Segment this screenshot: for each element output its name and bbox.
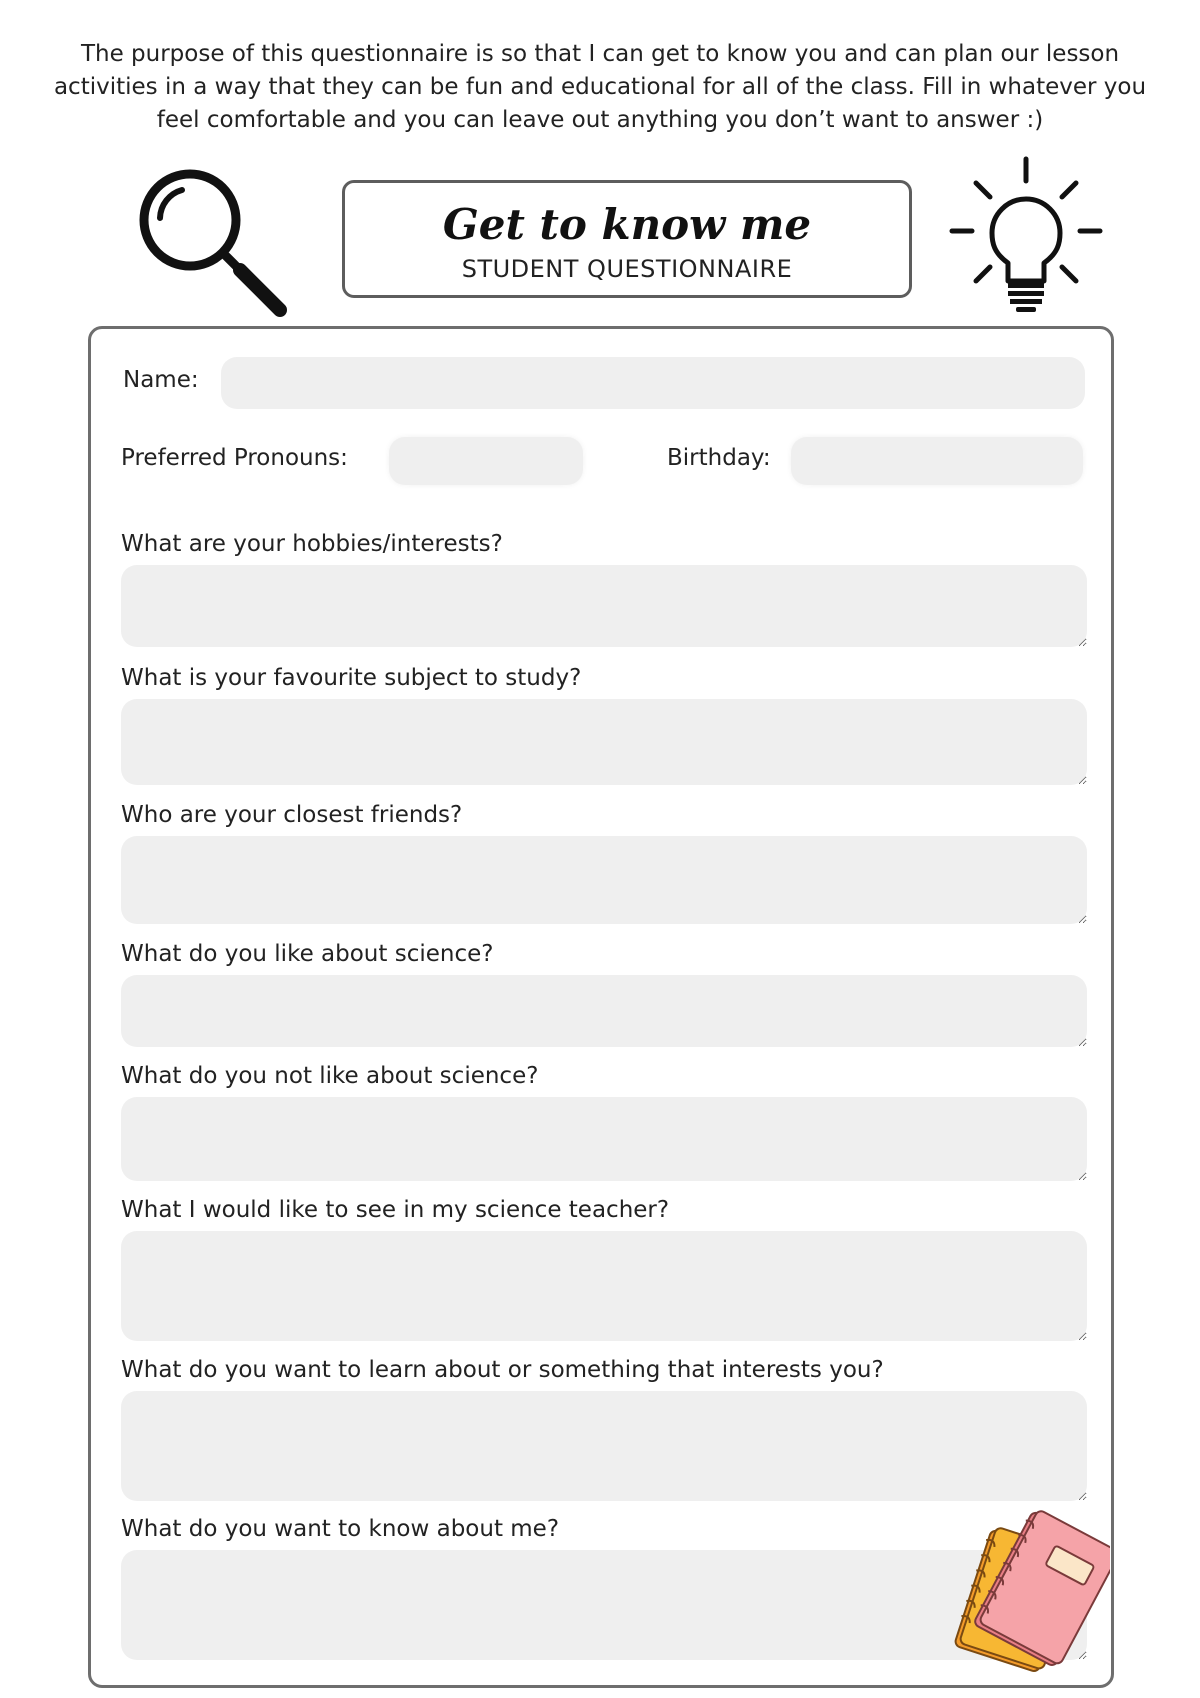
pronouns-field[interactable] <box>389 437 583 485</box>
question-label: Who are your closest friends? <box>121 802 463 828</box>
question-label: What is your favourite subject to study? <box>121 665 582 691</box>
answer-field[interactable] <box>121 1097 1087 1181</box>
page-title: Get to know me <box>442 200 812 249</box>
notebooks-icon <box>942 1508 1110 1684</box>
name-label: Name: <box>123 367 199 393</box>
question-label: What I would like to see in my science teacher? <box>121 1197 670 1223</box>
lightbulb-icon <box>948 155 1104 315</box>
title-box <box>342 180 912 298</box>
answer-field[interactable] <box>121 565 1087 647</box>
answer-field[interactable] <box>121 1391 1087 1501</box>
question-label: What do you like about science? <box>121 941 494 967</box>
answer-field[interactable] <box>121 1231 1087 1341</box>
name-field[interactable] <box>221 357 1085 409</box>
question-label: What do you not like about science? <box>121 1063 539 1089</box>
answer-field[interactable] <box>121 699 1087 785</box>
question-label: What are your hobbies/interests? <box>121 531 503 557</box>
question-label: What do you want to learn about or something that interests you? <box>121 1357 884 1383</box>
magnifying-glass-icon <box>130 160 300 320</box>
question-label: What do you want to know about me? <box>121 1516 560 1542</box>
intro-text: The purpose of this questionnaire is so that I can get to know you and can plan our lesson activities in a way that they can be fun and educational for all of the class. Fill in whatever you feel comfortable and you can leave out anything you don’t want to answer :) <box>53 41 1147 133</box>
birthday-field[interactable] <box>791 437 1083 485</box>
pronouns-label: Preferred Pronouns: <box>121 445 348 471</box>
page-subtitle: STUDENT QUESTIONNAIRE <box>461 255 793 283</box>
answer-field[interactable] <box>121 975 1087 1047</box>
answer-field[interactable] <box>121 836 1087 924</box>
questionnaire-form <box>88 326 1114 1688</box>
birthday-label: Birthday: <box>667 445 771 471</box>
